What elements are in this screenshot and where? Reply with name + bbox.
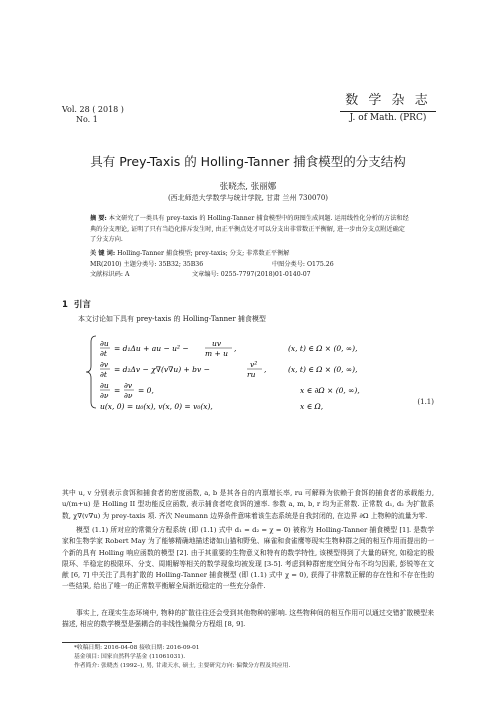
- journal-divider: [340, 111, 436, 112]
- footnote-rule: [62, 642, 132, 643]
- eq1-rhs: = d₁Δu + au − u² −: [114, 344, 189, 353]
- journal-name-en: J. of Math. (PRC): [349, 113, 427, 123]
- footnote-dates: *收稿日期: 2016-04-08 接收日期: 2016-09-01: [74, 645, 200, 651]
- eq1-num: uv: [212, 339, 222, 348]
- classification-line: [90, 260, 420, 271]
- paragraph-2: 模型 (1.1) 所对应的常微分方程系统 (即 (1.1) 式中 d₁ = d₂ = χ = 0) 被称为 Holling-Tanner 捕食模型 [1]. 是数学家和生物学家 Robert May 为了能够精确地描述诸如山猫和野兔、麻雀和食雀鹰等现实生物种群之间的相互作用而提出的一个新的具有 Holling 响应函数的模型 [2]. 由于其重要的生物意义和特有的数学特性, 该模型得到了大量的研究, 如稳定的极限环、半稳定的极限环、分支、周期解等相关的数学现象均被发现 [3-5]. 考虑到种群密度空间分布不均匀因素, 彭锐等在文献 [6, 7] 中关注了具有扩散的 Holling-Tanner 捕食模型 (即 (1.1) 式中 χ = 0), 获得了非常数正解的存在性和不存在性的一些结果, 给出了唯一的正常数平衡解全局渐近稳定的一些充分条件.: [62, 526, 434, 591]
- eq3-lhs: ∂u: [100, 381, 109, 390]
- eq1-lhs: ∂u: [100, 339, 109, 348]
- keywords-line: [90, 249, 420, 260]
- article-number: 文章编号: 0255-7797(2018)01-0140-07: [191, 271, 311, 279]
- eq2-comma: ,: [264, 365, 267, 374]
- keywords-text: Holling-Tanner 捕食模型; prey-taxis; 分支; 非常数正平衡解: [117, 250, 290, 257]
- eq4-initial: u(x, 0) = u₀(x), v(x, 0) = v₀(x),: [100, 402, 213, 411]
- clc-code: 中图分类号: O175.26: [271, 260, 334, 268]
- paper-title: 具有 Prey-Taxis 的 Holling-Tanner 捕食模型的分支结构: [90, 154, 406, 169]
- abstract-text: 本文研究了一类具有 prey-taxis 的 Holling-Tanner 捕食模型中的斑图生成问题. 运用线性化分析的方法和经典的分支理论, 证明了只有当趋化排斥发生时, 由正平衡点处才可以分支出非常数正平衡解, 进一步由分支点附近确定了分支方向.: [90, 215, 409, 243]
- eq3-eq: =: [114, 386, 121, 395]
- eq4-domain: x ∈ Ω,: [300, 402, 324, 411]
- journal-name-cn: 数 学 杂 志: [345, 93, 431, 108]
- eq2-dt: ∂t: [100, 370, 107, 379]
- equation-system: [62, 328, 434, 488]
- authors: 张晓杰, 张丽娜: [219, 182, 277, 192]
- eq1-comma: ,: [234, 344, 237, 353]
- eq1-dt: ∂t: [100, 349, 107, 358]
- intro-line: 本文讨论如下具有 prey-taxis 的 Holling-Tanner 捕食模型: [78, 315, 266, 323]
- footnote: [74, 644, 290, 671]
- doc-code: 文献标识码: A: [90, 271, 130, 279]
- eq2-rhs: = d₂Δv − χ∇(v∇u) + bv −: [114, 365, 210, 374]
- document-code-line: [90, 270, 420, 281]
- volume-label: Vol. 28 ( 2018 ): [62, 105, 124, 114]
- section-number: 1: [62, 300, 68, 310]
- eq3-dn2: ∂ν: [124, 391, 133, 400]
- affiliation: (西北师范大学数学与统计学院, 甘肃 兰州 730070): [167, 194, 329, 202]
- journal-header: [340, 93, 436, 124]
- keywords-label: 关 键 词:: [90, 250, 116, 257]
- system-brace: [86, 336, 96, 408]
- eq2-den: ru: [247, 370, 256, 379]
- eq2-num: v²: [250, 360, 258, 369]
- equation-number: (1.1): [417, 398, 434, 406]
- section-title: 引言: [73, 300, 91, 310]
- paragraph-1: 其中 u, v 分别表示食饵和捕食者的密度函数, a, b 是其各自的内禀增长率, ru 可解释为依赖于食饵的捕食者的承载能力, u/(m+u) 是 Holling II 型功能反应函数, 表示捕食者吃食饵的速率. 参数 a, m, b, r 均为正常数. 正常数 d₁, d₂ 为扩散系数, χ∇(v∇u) 为 prey-taxis 项. 齐次 Neumann 边界条件意味着该生态系统是自我封闭的, 在边界 ∂Ω 上物种的流量为零.: [62, 489, 434, 520]
- section-heading: [62, 298, 91, 310]
- paragraph-3: 事实上, 在现实生态环境中, 物种的扩散往往还会受到其他物种的影响. 这些物种间的相互作用可以通过交错扩散模型来描述, 相应的数学模型是强耦合的非线性偏微分方程组 [8, 9].: [62, 609, 434, 629]
- number-label: No. 1: [76, 115, 98, 124]
- eq3-rhs: = 0,: [138, 386, 154, 395]
- abstract-label: 摘 要:: [90, 215, 107, 222]
- footnote-fund: 基金项目: 国家自然科学基金 (11061031).: [74, 654, 186, 660]
- footnote-bio: 作者简介: 张晓杰 (1992–), 男, 甘肃天水, 硕士, 主要研究方向: 偏微分方程及其应用.: [74, 663, 291, 669]
- eq3-num2: ∂v: [124, 381, 133, 390]
- eq3-domain: x ∈ ∂Ω × (0, ∞),: [300, 386, 360, 395]
- volume-info: [62, 105, 124, 125]
- eq1-den: m + u: [205, 349, 228, 358]
- abstract: [90, 214, 410, 246]
- eq2-lhs: ∂v: [100, 360, 109, 369]
- eq2-domain: (x, t) ∈ Ω × (0, ∞),: [288, 365, 358, 374]
- eq1-domain: (x, t) ∈ Ω × (0, ∞),: [288, 344, 358, 353]
- eq3-dn: ∂ν: [100, 391, 109, 400]
- paper-meta: [90, 249, 420, 281]
- msc-code: MR(2010) 主题分类号: 35B32; 35B36: [90, 260, 204, 268]
